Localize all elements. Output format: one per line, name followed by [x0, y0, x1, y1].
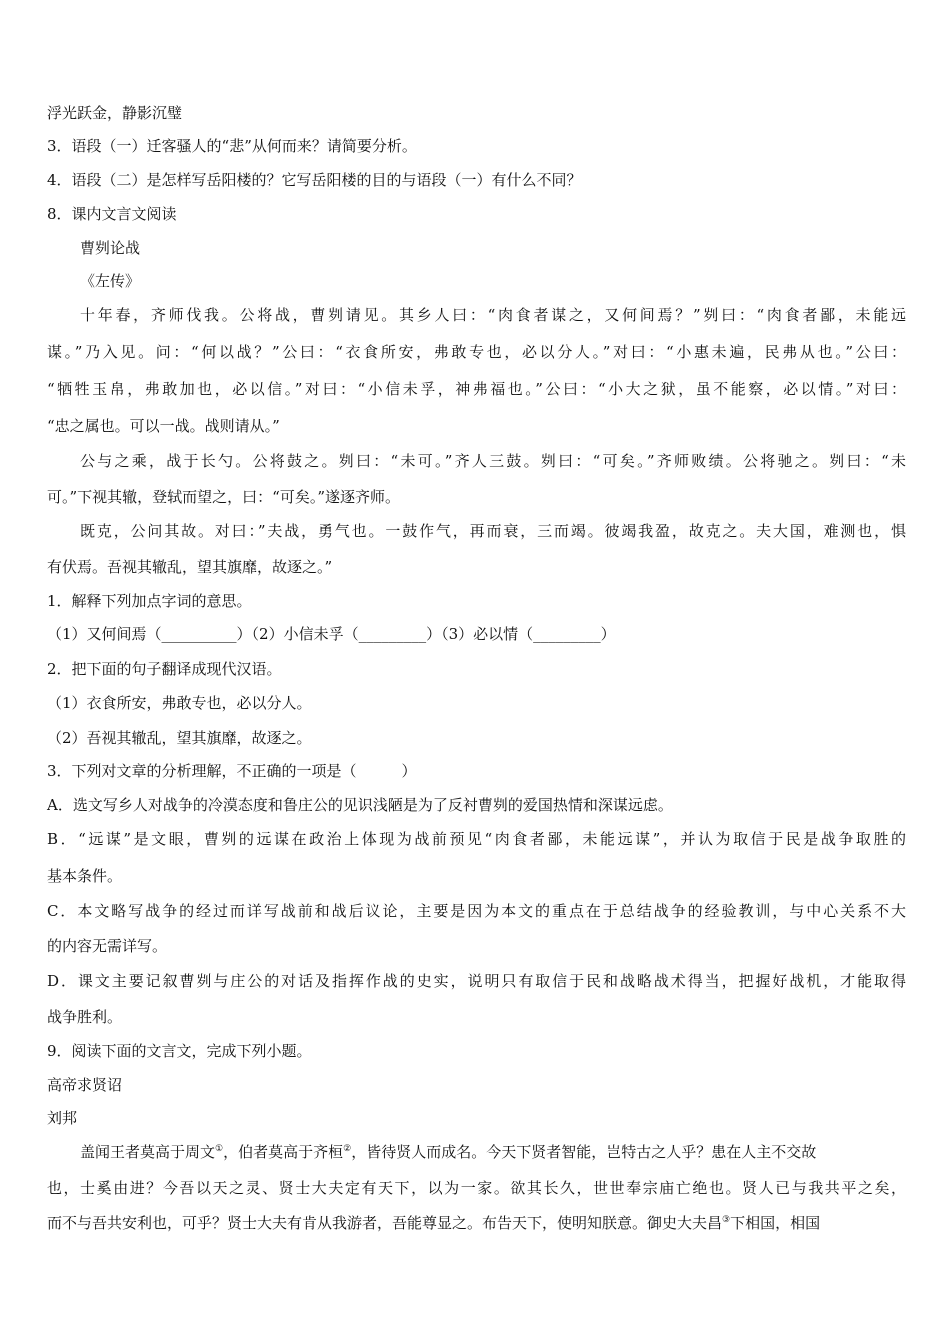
question-4: 4．语段（二）是怎样写岳阳楼的？它写岳阳楼的目的与语段（一）有什么不同？	[47, 171, 582, 189]
passage-source: 《左传》	[80, 272, 141, 290]
subquestion-2-item: （1）衣食所安，弗敢专也，必以分人。	[47, 694, 312, 712]
section-8-heading: 8．课内文言文阅读	[47, 205, 177, 223]
option-a: A．选文写乡人对战争的冷漠态度和鲁庄公的见识浅陋是为了反衬曹刿的爱国热情和深谋远虑。	[47, 796, 673, 814]
passage-line: 公与之乘，战于长勺。公将鼓之。刿曰：“未可。”齐人三鼓。刿曰：“可矣。”齐师败绩。公将驰之。刿曰：“未	[80, 452, 906, 470]
option-d-cont: 战争胜利。	[47, 1008, 123, 1026]
text-run: 盖闻王者莫高于周文	[80, 1143, 216, 1161]
question-3: 3．语段（一）迁客骚人的“悲”从何而来？请简要分析。	[47, 137, 417, 155]
footnote-marker: ③	[722, 1215, 731, 1225]
text-line: 浮光跃金，静影沉璧	[47, 104, 183, 122]
passage-line: 可。”下视其辙，登轼而望之，曰：“可矣。”遂逐齐师。	[47, 488, 401, 506]
passage-line: 既克，公问其故。对曰：”夫战，勇气也。一鼓作气，再而衰，三而竭。彼竭我盈，故克之。夫大国，难测也，惧	[80, 522, 906, 540]
text-run: 下相国，相国	[730, 1214, 821, 1232]
text-run: ，伯者莫高于齐桓	[223, 1143, 344, 1161]
subquestion-1-blanks: （1）又何间焉（__________）（2）小信未孚（_________）（3）必以情（_________）	[47, 625, 616, 643]
section-9-heading: 9．阅读下面的文言文，完成下列小题。	[47, 1042, 312, 1060]
passage-line	[80, 1142, 906, 1162]
passage-line: 有伏焉。吾视其辙乱，望其旗靡，故逐之。”	[47, 558, 333, 576]
option-c: C．本文略写战争的经过而详写战前和战后议论，主要是因为本文的重点在于总结战争的经验教训，与中心关系不大	[47, 902, 906, 920]
footnote-marker: ②	[343, 1144, 352, 1154]
passage-line: 也，士奚由进？今吾以天之灵、贤士大夫定有天下，以为一家。欲其长久，世世奉宗庙亡绝也。贤人已与我共平之矣，	[47, 1179, 906, 1197]
passage-line: 十年春，齐师伐我。公将战，曹刿请见。其乡人曰：“肉食者谋之，又何间焉？”刿曰：“肉食者鄙，未能远	[80, 306, 906, 324]
option-b-cont: 基本条件。	[47, 867, 123, 885]
subquestion-2-item: （2）吾视其辙乱，望其旗靡，故逐之。	[47, 729, 312, 747]
subquestion-3: 3．下列对文章的分析理解，不正确的一项是（ ）	[47, 762, 417, 780]
text-run: 而不与吾共安利也，可乎？贤士大夫有肯从我游者，吾能尊显之。布告天下，使明知朕意。御史大夫昌	[47, 1214, 723, 1232]
passage-author: 刘邦	[47, 1109, 78, 1127]
option-b: B．“远谋”是文眼，曹刿的远谋在政治上体现为战前预见“肉食者鄙，未能远谋”，并认为取信于民是战争取胜的	[47, 830, 906, 848]
text-run: ，皆待贤人而成名。今天下贤者智能，岂特古之人乎？患在人主不交故	[351, 1143, 817, 1161]
subquestion-1: 1．解释下列加点字词的意思。	[47, 592, 252, 610]
subquestion-2: 2．把下面的句子翻译成现代汉语。	[47, 660, 282, 678]
option-c-cont: 的内容无需详写。	[47, 937, 168, 955]
option-d: D．课文主要记叙曹刿与庄公的对话及指挥作战的史实，说明只有取信于民和战略战术得当，把握好战机，才能取得	[47, 972, 906, 990]
footnote-marker: ①	[215, 1144, 224, 1154]
passage-line: 谋。”乃入见。问：“何以战？”公曰：“衣食所安，弗敢专也，必以分人。”对曰：“小惠未遍，民弗从也。”公曰：	[47, 343, 906, 361]
passage-title: 曹刿论战	[80, 239, 141, 257]
passage-title: 高帝求贤诏	[47, 1076, 123, 1094]
passage-line	[47, 1213, 906, 1233]
passage-line: “忠之属也。可以一战。战则请从。”	[47, 417, 280, 435]
passage-line: “牺牲玉帛，弗敢加也，必以信。”对曰：“小信未孚，神弗福也。”公曰：“小大之狱，虽不能察，必以情。”对曰：	[47, 380, 906, 398]
